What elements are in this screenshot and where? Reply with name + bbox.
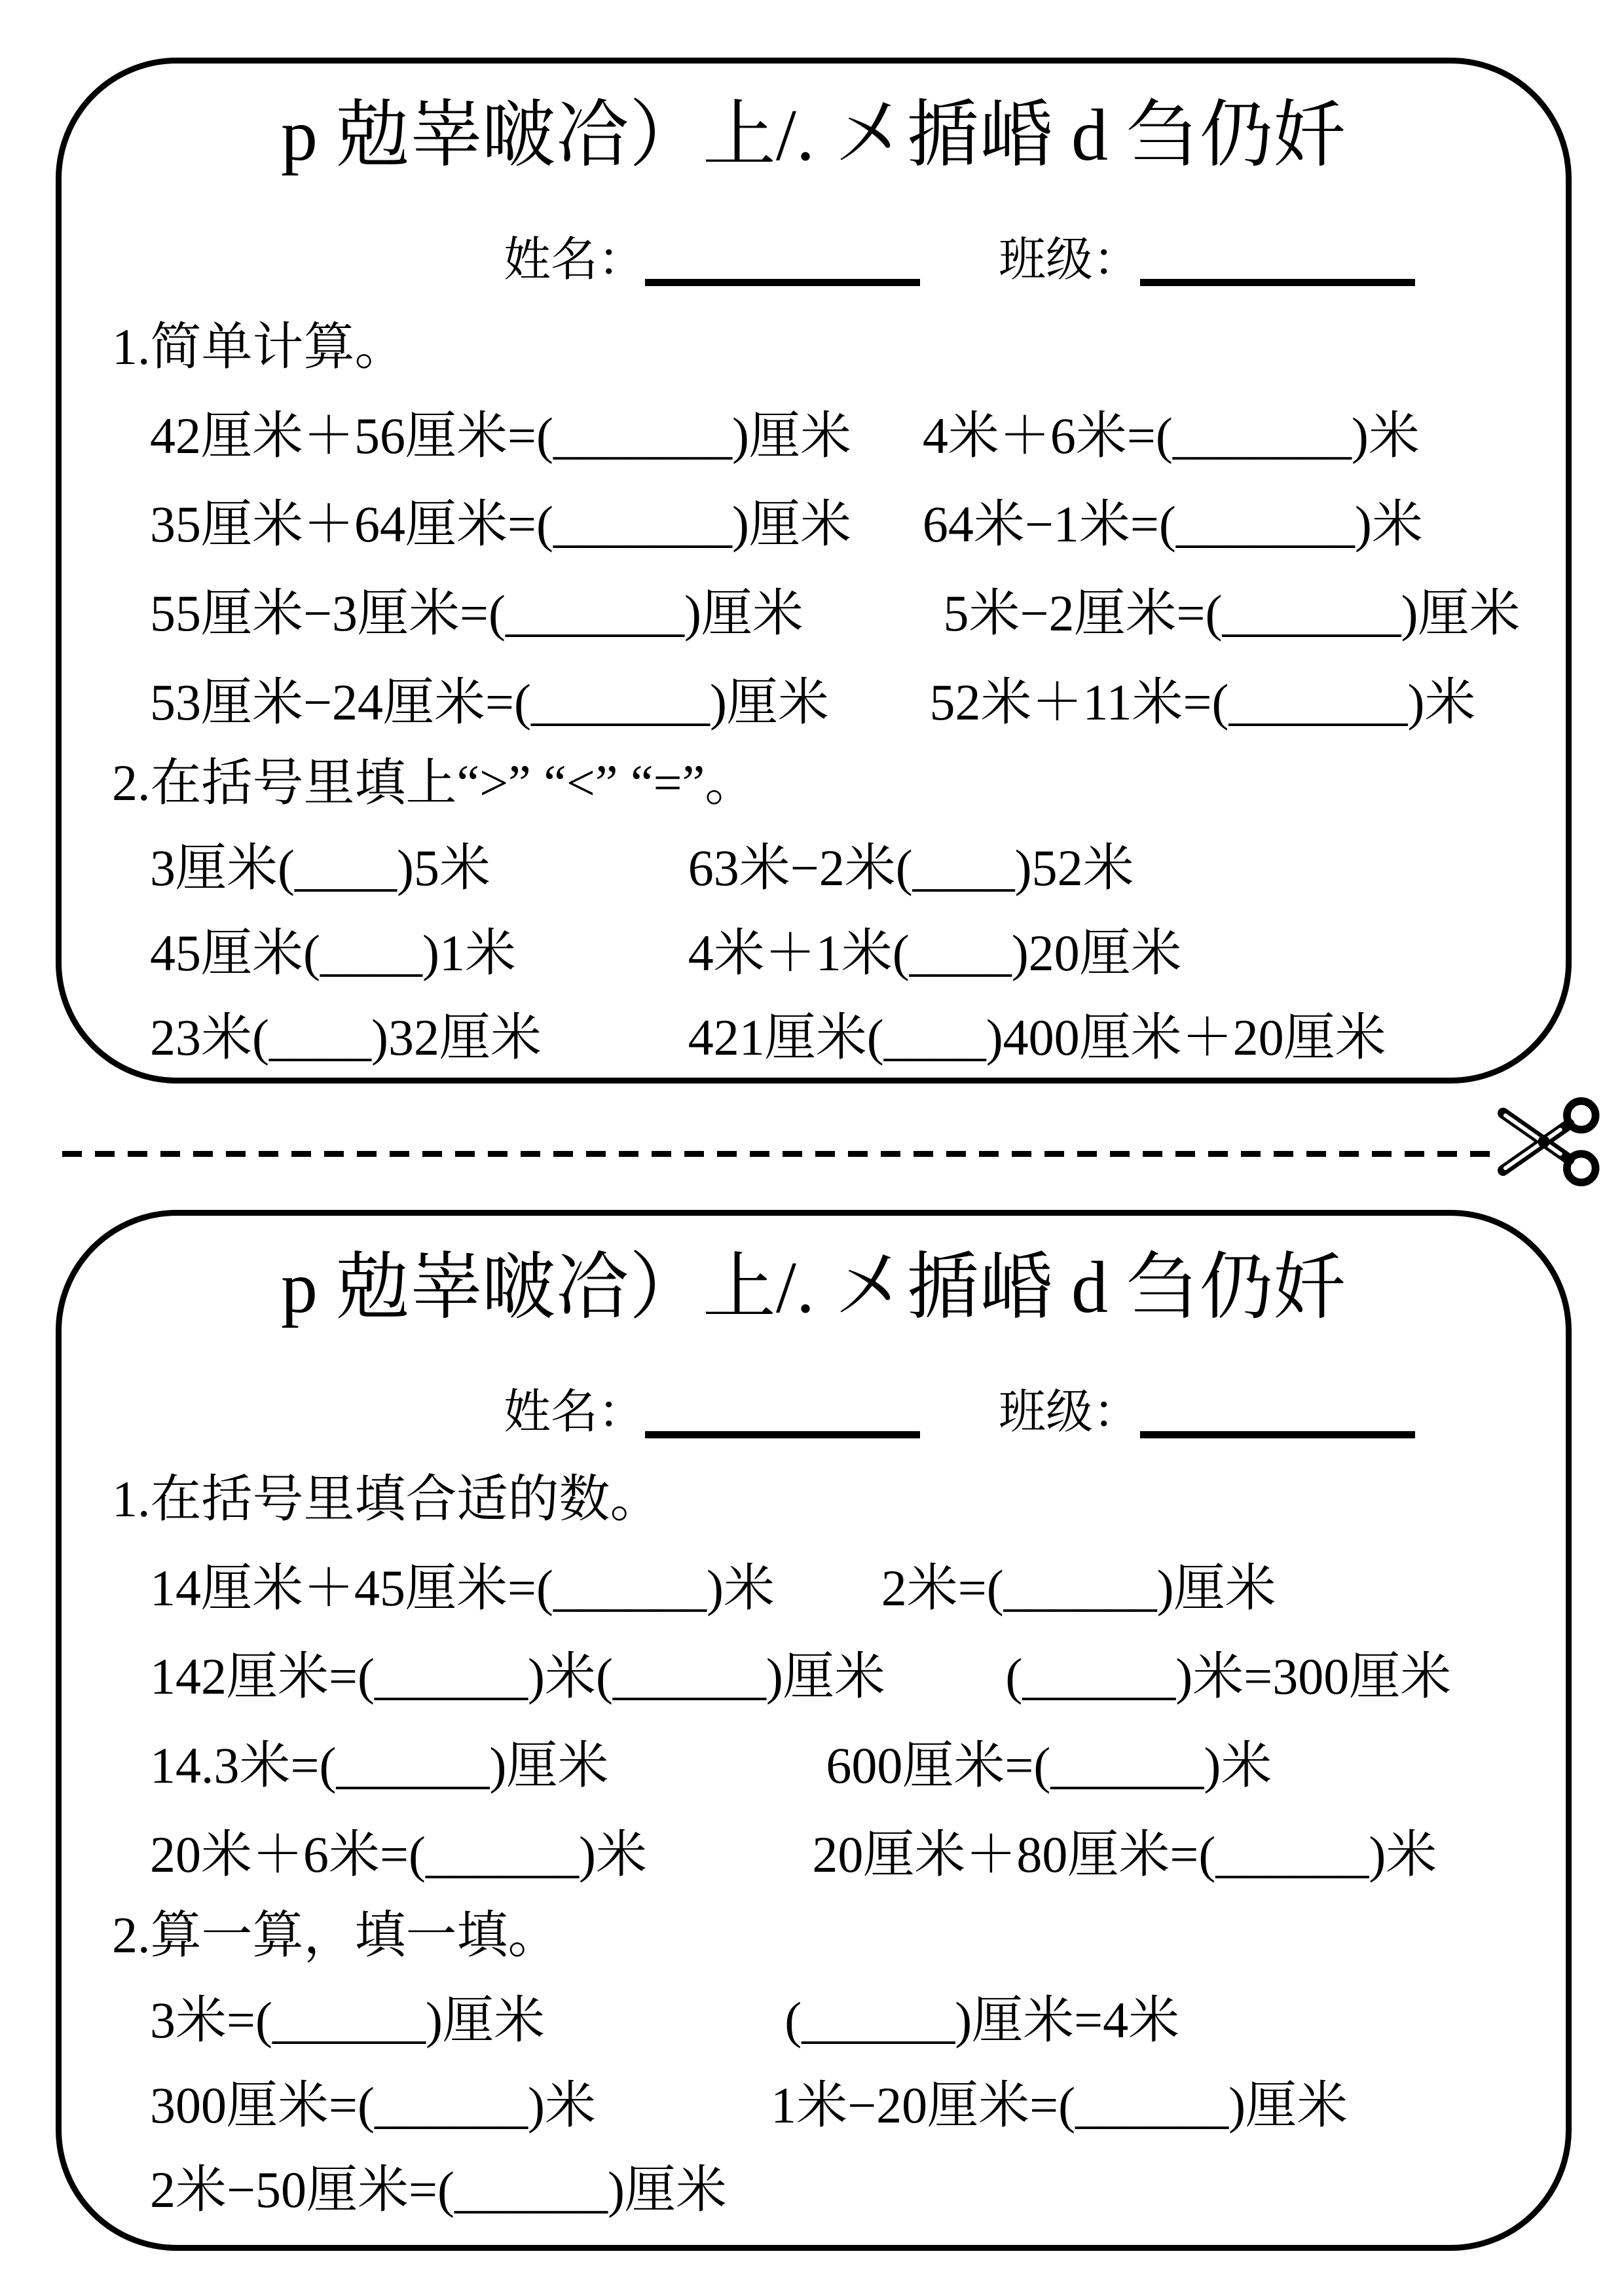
equation-text: 20厘米＋80厘米=(______)米 [812,1825,1437,1883]
equation-row [150,2160,1530,2219]
equation-text: 3米=(______)厘米 [150,1992,545,2049]
equation-text: 23米(____)32厘米 [150,1009,542,1066]
name-blank [645,1393,920,1438]
section-1-heading: 1.在括号里填合适的数。 [112,1470,661,1527]
equation-text: 5米−2厘米=(_______)厘米 [943,585,1521,642]
equation-text: 55厘米−3厘米=(_______)厘米 [150,585,803,642]
name-class-line [504,234,1530,286]
class-label: 班级： [999,1385,1141,1438]
section-1-rows [150,407,1530,732]
equation-text: 64米−1米=(_______)米 [922,496,1423,553]
equation-text: 45厘米(____)1米 [150,924,516,981]
equation-text: 2米−50厘米=(______)厘米 [150,2161,727,2219]
equation-text: 35厘米＋64厘米=(_______)厘米 [150,496,851,553]
equation-text: 4米＋1米(____)20厘米 [688,924,1182,981]
name-blank [645,241,920,286]
comparison-row [150,924,1530,983]
comparison-row [150,1008,1530,1067]
equation-text: 300厘米=(______)米 [150,2076,596,2134]
name-class-line [504,1387,1530,1438]
equation-text: 63米−2米(____)52米 [688,839,1134,897]
name-label: 姓名： [504,1385,646,1438]
comparison-row [150,839,1530,898]
equation-text: 42厘米＋56厘米=(_______)厘米 [150,407,851,464]
equation-row [150,1736,1530,1795]
equation-row [150,673,1530,732]
equation-row [150,1647,1530,1706]
equation-text: 14.3米=(______)厘米 [150,1737,609,1795]
equation-text: 3厘米(____)5米 [150,839,490,897]
equation-text: 2米=(______)厘米 [881,1559,1276,1616]
section-1-rows [150,1559,1530,1884]
equation-text: 4米＋6米=(_______)米 [922,407,1420,464]
section-2-heading: 2.在括号里填上“>” “<” “=”。 [112,754,756,812]
equation-text: (______)厘米=4米 [784,1992,1180,2049]
equation-text: 421厘米(____)400厘米＋20厘米 [688,1009,1386,1066]
section-2-rows [150,1991,1530,2219]
equation-row [150,2076,1530,2135]
equation-text: 142厘米=(______)米(______)厘米 [150,1648,885,1705]
equation-row [150,1991,1530,2050]
cut-dashed-line [62,1151,1490,1157]
scissors-icon [1494,1087,1604,1197]
equation-text: 52米＋11米=(_______)米 [929,673,1476,731]
equation-row [150,1825,1530,1884]
equation-text: 600厘米=(______)米 [826,1737,1272,1795]
name-label: 姓名： [504,233,646,286]
class-label: 班级： [999,233,1141,286]
section-2-rows [150,839,1530,1067]
equation-text: 1米−20厘米=(______)厘米 [771,2076,1348,2134]
equation-row [150,1559,1530,1618]
equation-row [150,407,1530,465]
class-blank [1140,241,1415,286]
equation-text: 20米＋6米=(______)米 [150,1825,647,1883]
worksheet-card-bottom [56,1210,1572,2251]
equation-text: (______)米=300厘米 [1005,1648,1452,1705]
worksheet-title: p 勊峷啵冾）上/. 㐅揗崏 d 刍仍奷 [280,1247,1347,1328]
worksheet-title: p 勊峷啵冾）上/. 㐅揗崏 d 刍仍奷 [280,95,1347,176]
worksheet-card-top [56,58,1572,1084]
equation-row [150,584,1530,643]
section-1-heading: 1.简单计算。 [112,318,406,375]
equation-text: 14厘米＋45厘米=(______)米 [150,1559,775,1616]
section-2-heading: 2.算一算，填一填。 [112,1906,559,1964]
equation-row [150,495,1530,554]
equation-text: 53厘米−24厘米=(_______)厘米 [150,673,829,731]
class-blank [1140,1393,1415,1438]
